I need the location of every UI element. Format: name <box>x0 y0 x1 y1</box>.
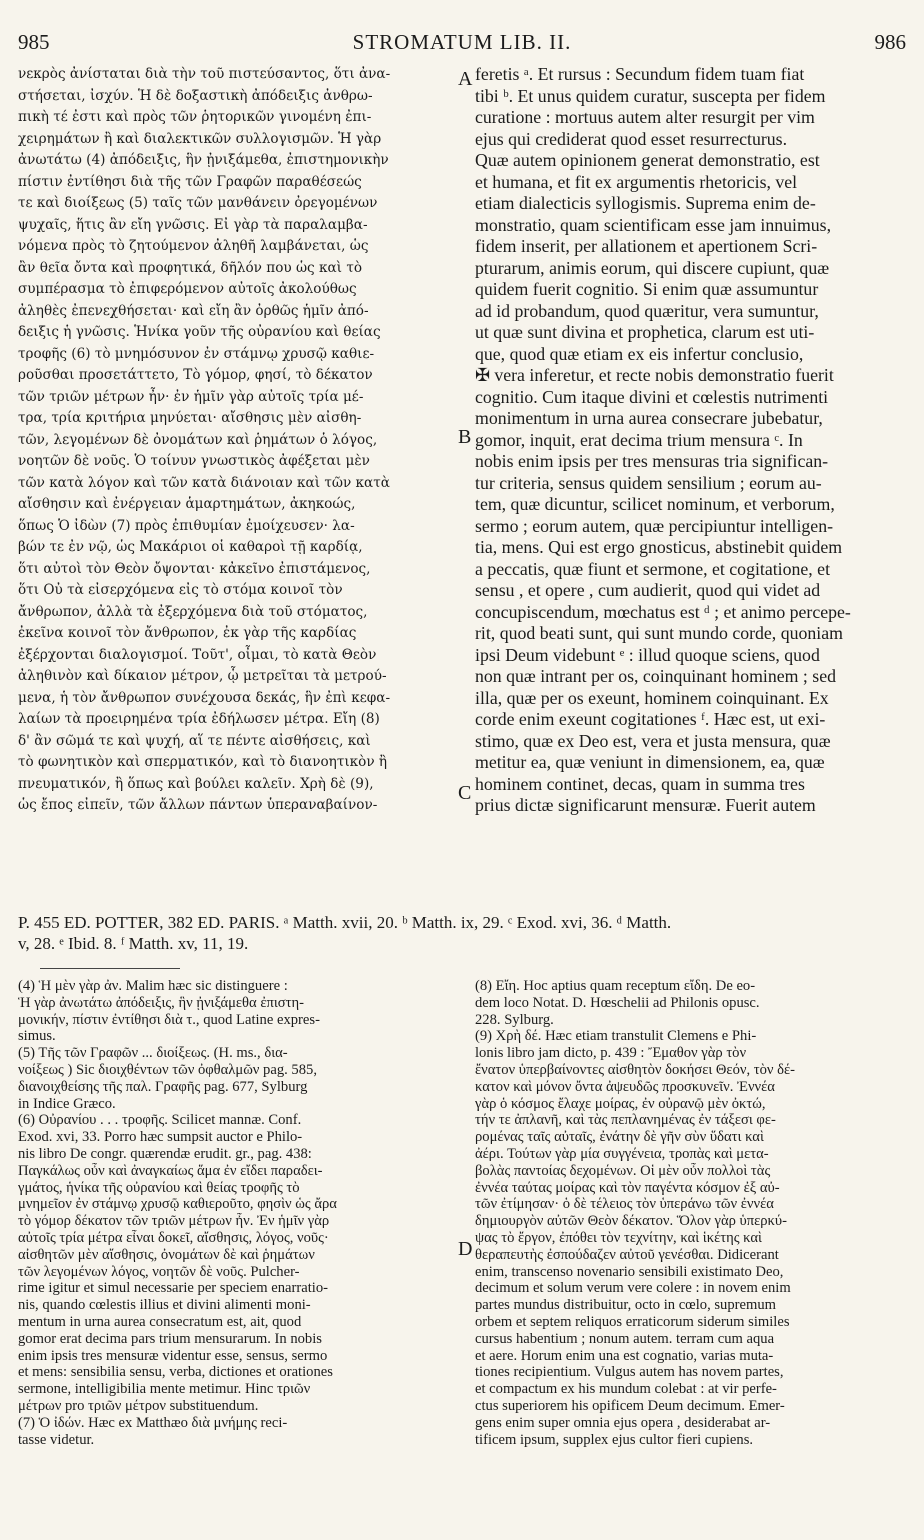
footnote-line: ctus superiorem his opificem Deum decimum. Emer- <box>475 1397 785 1414</box>
greek-text-line: δ' ἂν σῶμά τε καὶ ψυχή, αἵ τε πέντε αἰσθήσεις, καὶ <box>18 732 371 749</box>
footnote-line: γμάτος, ἡνίκα τῆς οὐρανίου καὶ θείας τροφῆς τὸ <box>18 1179 300 1196</box>
footnote-line: τήν τε ἀπλανῆ, καὶ τὰς πεπλανημένας ἐν τάξεσι φε- <box>475 1112 776 1129</box>
greek-text-line: τε καὶ διοίξεως (5) ταῖς τῶν μανθάνειν ὀρεγομένων <box>18 195 378 211</box>
footnote-line: (4) Ἡ μὲν γὰρ ἀν. Malim hæc sic distinguere : <box>18 978 288 994</box>
greek-text-line: ψυχαῖς, ἥτις ἂν εἴη γνῶσις. Εἰ γὰρ τὰ παραλαμβα- <box>18 216 368 233</box>
footnote-line: (5) Τῆς τῶν Γραφῶν ... διοίξεως. (H. ms., δια- <box>18 1045 288 1062</box>
footnote-line: διανοιχθείσης τῆς παλ. Γραφῆς pag. 677, Sylburg <box>18 1078 308 1095</box>
latin-text-line: quidem fuerit cognitio. Si enim quæ assumuntur <box>475 279 819 299</box>
footnote-line: gens enim super omnia ejus opera , desiderabat ar- <box>475 1414 771 1431</box>
greek-text-line: πικὴ τέ ἐστι καὶ πρὸς τῶν ῥητορικῶν γινομένη ἐπι- <box>18 109 372 125</box>
footnote-line: ρομένας ταῖς αὐταῖς, ἐνάτην δὲ γῆν σὺν ὕδατι καὶ <box>475 1129 764 1146</box>
footnote-line: αὐτοῖς τρία μέτρα εἶναι δοκεῖ, αἴσθησις, λόγος, νοῦς· <box>18 1229 329 1246</box>
footnote-line: ἐννέα ταύτας μοίρας καὶ τὸν παγέντα κόσμον ἐξ αὐ- <box>475 1179 780 1196</box>
footnote-line: et mens: sensibilia sensu, verba, dictiones et orationes <box>18 1364 333 1381</box>
latin-text-line: feretis ᵃ. Et rursus : Secundum fidem tuam fiat <box>475 64 805 84</box>
greek-text-line: βών τε ἐν νῷ, ὡς Μακάριοι οἱ καθαροὶ τῇ καρδίᾳ, <box>18 539 363 555</box>
section-marker-b: B <box>458 426 472 448</box>
footnote-line: μέτρων pro τριῶν μέτρον substituendum. <box>18 1397 259 1414</box>
footnote-line: τῶν ἐτίμησαν· ὁ δὲ τέλειος τὸν ὑπεράνω τῶν ἐννέα <box>475 1196 774 1213</box>
footnote-line: orbem et septem reliquos erraticorum siderum similes <box>475 1313 790 1330</box>
latin-text-line: concupiscendum, mœchatus est ᵈ ; et animo percepe- <box>475 601 851 622</box>
footnote-line: decimum et solum verum vere colere : in novem enim <box>475 1280 791 1297</box>
footnote-line: mentum in urna aurea consecratum est, ait, quod <box>18 1313 302 1330</box>
greek-text-line: τῶν, λεγομένων δὲ ὀνομάτων καὶ ῥημάτων ὁ λόγος, <box>18 431 378 448</box>
latin-text-line: a peccatis, quæ fiunt et sermone, et cogitatione, et <box>475 558 831 579</box>
greek-text-line: λαίων τὰ προειρημένα τρία ἐδήλωσεν μέτρα. Εἴη (8) <box>18 711 380 727</box>
latin-text-line: hominem continet, decas, quam in summa tres <box>475 773 805 794</box>
latin-text-line: prius dictæ significarunt mensuræ. Fuerit autem <box>475 795 816 815</box>
latin-text-line: ad id probandum, quod quæritur, vera sumuntur, <box>475 300 819 321</box>
latin-text-line: rit, quod beati sunt, qui sunt mundo corde, quoniam <box>475 623 843 643</box>
footnote-line: nis libro De congr. quærendæ erudit. gr., pag. 438: <box>18 1145 312 1162</box>
footnote-line: 228. Sylburg. <box>475 1011 554 1028</box>
footnote-line: Παγκάλως οὖν καὶ ἀναγκαίως ἅμα ἐν εἴδει παραδει- <box>18 1162 323 1179</box>
greek-text-line: μενα, ἡ τὸν ἄνθρωπον συνέχουσα δεκάς, ἣν ἐπὶ κεφα- <box>18 689 391 706</box>
footnote-line: νοίξεως ) Sic διοιχθέντων τῶν ὀφθαλμῶν pag. 585, <box>18 1061 317 1078</box>
footnote-line: simus. <box>18 1028 56 1045</box>
greek-text-line: πνευματικόν, ἢ ὅπως καὶ βούλει καλεῖν. Χρὴ δὲ (9), <box>18 775 374 792</box>
footnote-line: cursus habentium ; nonum autem. terram cum aqua <box>475 1330 775 1347</box>
footnote-line: rime igitur et simul necessarie per speciem enarratio- <box>18 1280 328 1297</box>
greek-text-line: τρα, τρία κριτήρια μηνύεται· αἴσθησις μὲν αἰσθη- <box>18 410 362 426</box>
greek-text-line: ἂν θεῖα ὄντα καὶ προφητικά, δῆλόν που ὡς καὶ τὸ <box>18 259 363 276</box>
footnote-line: nis, quando cœlestis illius et divini alimenti moni- <box>18 1297 311 1314</box>
latin-text-line: sermo ; eorum autem, quæ percipiuntur intelligen- <box>475 515 834 536</box>
footnote-line: enim ipsis tres mensuræ videntur esse, sensus, sermo <box>18 1347 328 1364</box>
section-marker-d: D <box>458 1238 473 1260</box>
latin-text-line: que, quod quæ etiam ex eis infertur conclusio, <box>475 343 804 364</box>
footnotes-left-column <box>18 978 450 1448</box>
footnote-line: θεραπευτὴς ἐσπούδαζεν αὐτοῦ γενέσθαι. Didicerant <box>475 1246 779 1263</box>
greek-text-line: νόμενα πρὸς τὸ ζητούμενον ἀληθῆ λαμβάνεται, ὡς <box>18 238 369 254</box>
greek-text-line: ἐκεῖνα κοινοῖ τὸν ἄνθρωπον, ἐκ γὰρ τῆς καρδίας <box>18 625 357 641</box>
footnote-line: βολὰς παντοίας δεχομένων. Οἱ μὲν οὖν πολλοὶ τὰς <box>475 1162 771 1179</box>
latin-text-line: ut quæ sunt divina et prophetica, clarum est uti- <box>475 322 815 342</box>
reference-line: v, 28. ᵉ Ibid. 8. ᶠ Matth. xv, 11, 19. <box>18 934 249 953</box>
scripture-references <box>18 912 906 954</box>
latin-text-line: monimentum in urna aurea consecrare jubebatur, <box>475 408 823 428</box>
greek-text-line: νοητῶν δὲ νοῦς. Ὁ τοίνυν γνωστικὸς ἀφέξεται μὲν <box>18 453 370 469</box>
latin-text-line: tur criteria, sensus quidem sensilium ; eorum au- <box>475 472 822 493</box>
latin-text-line: monstratio, quam scientificam esse jam innuimus, <box>475 214 832 235</box>
greek-text-line: τροφῆς (6) τὸ μνημόσυνον ἐν στάμνῳ χρυσῷ καθιε- <box>18 345 375 362</box>
footnote-line: tiones recipientium. Vulgus autem has novem partes, <box>475 1364 784 1381</box>
footnote-line: Exod. xvi, 33. Porro hæc sumpsit auctor e Philo- <box>18 1129 303 1146</box>
footnotes-right-column <box>475 978 907 1448</box>
greek-text-line: ἀληθὲς ἐπενεχθήσεται· καὶ εἴη ἂν ὀρθῶς ἡμῖν ἀπό- <box>18 302 369 319</box>
latin-text-line: stimo, quæ ex Deo est, vera et justa mensura, quæ <box>475 730 831 751</box>
page-number-right: 986 <box>874 30 906 54</box>
greek-text-line: ἀνωτάτω (4) ἀπόδειξις, ἣν ᾐνιξάμεθα, ἐπιστημονικὴν <box>18 152 389 168</box>
footnote-line: enim, transcenso novenario sensibili existimato Deo, <box>475 1263 784 1280</box>
footnote-line: ψας τὸ ἔργον, ἐπόθει τὸν τεχνίτην, καὶ ἱκέτης καὶ <box>475 1229 762 1246</box>
footnote-line: dem loco Notat. D. Hœschelii ad Philonis opusc. <box>475 994 760 1011</box>
greek-text-column <box>18 64 450 817</box>
greek-text-line: ὅτι Οὐ τὰ εἰσερχόμενα εἰς τὸ στόμα κοινοῖ τὸν <box>18 582 343 598</box>
latin-text-line: gomor, inquit, erat decima trium mensura ᶜ. In <box>475 429 803 450</box>
latin-text-line: tia, mens. Qui est ergo gnosticus, abstinebit quidem <box>475 537 843 557</box>
footnote-line: (7) Ὁ ἰδών. Hæc ex Matthæo διὰ μνήμης reci- <box>18 1414 288 1431</box>
footnote-line: ἀέρι. Τούτων γὰρ μία συγγένεια, τροπὰς καὶ μετα- <box>475 1145 769 1162</box>
greek-text-line: ἀληθινὸν καὶ δίκαιον μέτρον, ᾧ μετρεῖται τὰ μετρού- <box>18 668 387 684</box>
footnote-line: αἰσθητῶν μὲν αἴσθησις, ὀνομάτων δὲ καὶ ῥημάτων <box>18 1246 315 1263</box>
page-header <box>18 30 906 56</box>
greek-text-line: ὅτι αὐτοὶ τὸν Θεὸν ὄψονται· κἀκεῖνο ἐπιστάμενος, <box>18 560 371 577</box>
greek-text-line: ὡς ἔπος εἰπεῖν, τῶν ἄλλων πάντων ὑπεραναβαίνον- <box>18 797 378 813</box>
footnote-line: τῶν λεγομένων λόγος, νοητῶν δὲ νοῦς. Pulcher- <box>18 1263 300 1280</box>
footnote-line: et aere. Horum enim una est cognatio, varias muta- <box>475 1347 774 1364</box>
footnote-line: μνημεῖον ἐν στάμνῳ χρυσῷ καθιεροῦτο, φησὶν ὡς ἄρα <box>18 1196 337 1213</box>
latin-text-line: fidem inserit, per allationem et apertionem Scri- <box>475 236 818 256</box>
footnote-line: Ἡ γὰρ ἀνωτάτω ἀπόδειξις, ἣν ᾐνιξάμεθα ἐπιστη- <box>18 994 304 1011</box>
latin-text-line: Quæ autem opinionem generat demonstratio, est <box>475 150 820 170</box>
section-marker-c: C <box>458 782 472 804</box>
latin-text-line: non quæ intrant per os, coinquinant hominem ; sed <box>475 666 837 686</box>
footnote-line: γὰρ ὁ κόσμος ἔλαχε μοίρας, ἐν οὐρανῷ μὲν ὀκτώ, <box>475 1095 766 1112</box>
latin-text-line: metitur ea, quæ veniunt in dimensionem, ea, quæ <box>475 752 825 772</box>
greek-text-line: στήσεται, ἰσχύν. Ἡ δὲ δοξαστικὴ ἀπόδειξις ἀνθρω- <box>18 87 373 104</box>
page-number-left: 985 <box>18 30 50 54</box>
greek-text-line: δειξις ἡ γνῶσις. Ἡνίκα γοῦν τῆς οὐρανίου καὶ θείας <box>18 324 381 340</box>
footnote-line: (8) Εἴη. Hoc aptius quam receptum εἴδη. De eo- <box>475 978 756 994</box>
footnote-line: ἔνατον ὑπερβαίνοντες αἰσθητὸν δοκήσει Θεόν, τὸν δέ- <box>475 1061 796 1078</box>
footnote-line: κατον καὶ μόνον ὄντα ἀψευδῶς προσκυνεῖν. Ἐννέα <box>475 1078 775 1095</box>
footnote-divider <box>40 968 180 969</box>
footnote-line: in Indice Græco. <box>18 1095 116 1112</box>
footnote-line: sermone, intelligibilia mente metimur. Hinc τριῶν <box>18 1381 311 1398</box>
reference-line: P. 455 ED. POTTER, 382 ED. PARIS. ᵃ Matth. xvii, 20. ᵇ Matth. ix, 29. ᶜ Exod. xvi, 36. ᵈ Matth. <box>18 913 672 932</box>
greek-text-line: αἴσθησιν καὶ ἐνέργειαν ἁμαρτημάτων, ἀκηκοώς, <box>18 496 356 512</box>
greek-text-line: νεκρὸς ἀνίσταται διὰ τὴν τοῦ πιστεύσαντος, ὅτι ἀνα- <box>18 66 391 82</box>
latin-text-line: pturarum, animis eorum, qui discere cupiunt, quæ <box>475 257 830 278</box>
latin-text-line: curatione : mortuus autem alter resurgit per vim <box>475 107 815 127</box>
footnote-line: (9) Χρὴ δέ. Hæc etiam transtulit Clemens e Phi- <box>475 1028 757 1045</box>
footnote-line: partes mundus distribuitur, octo in cœlo, supremum <box>475 1297 776 1314</box>
footnote-line: τὸ γόμορ δέκατον τῶν τριῶν μέτρων ἦν. Ἐν ἡμῖν γὰρ <box>18 1213 330 1230</box>
greek-text-line: τῶν κατὰ λόγον καὶ τῶν κατὰ διάνοιαν καὶ τῶν κατὰ <box>18 474 390 491</box>
greek-text-line: τὸ φωνητικὸν καὶ σπερματικόν, καὶ τὸ διανοητικὸν ἢ <box>18 754 388 770</box>
latin-text-line: illa, quæ per os exeunt, hominem coinquinant. Ex <box>475 687 829 708</box>
greek-text-line: ἄνθρωπον, ἀλλὰ τὰ ἐξερχόμενα διὰ τοῦ στόματος, <box>18 603 368 620</box>
latin-text-line: sensu , et opere , cum audierit, quod qui videt ad <box>475 580 821 600</box>
latin-text-line: nobis enim ipsis per tres mensuras tria significan- <box>475 451 829 471</box>
latin-text-column <box>475 64 907 817</box>
greek-text-line: συμπέρασμα τὸ ἐπιφερόμενον αὐτοῖς ἀκολούθως <box>18 281 357 297</box>
latin-text-line: ✠ vera inferetur, et recte nobis demonstratio fuerit <box>475 365 834 385</box>
latin-text-line: tibi ᵇ. Et unus quidem curatur, suscepta per fidem <box>475 85 826 106</box>
latin-text-line: etiam dialecticis syllogismis. Suprema enim de- <box>475 193 816 213</box>
latin-text-line: ipsi Deum videbunt ᵉ : illud quoque sciens, quod <box>475 644 820 665</box>
greek-text-line: ὅπως Ὁ ἰδὼν (7) πρὸς ἐπιθυμίαν ἐμοίχευσεν· λα- <box>18 517 355 534</box>
footnote-line: gomor erat decima pars trium mensurarum. In nobis <box>18 1330 322 1347</box>
running-title: STROMATUM LIB. II. <box>352 30 572 54</box>
greek-text-line: πίστιν ἐντίθησι διὰ τῆς τῶν Γραφῶν παραθέσεώς <box>18 173 362 190</box>
footnote-line: tificem ipsum, supplex ejus cultor fieri cupiens. <box>475 1431 754 1448</box>
footnote-line: et compactum ex his mundum colebat : at vir perfe- <box>475 1381 777 1398</box>
latin-text-line: cognitio. Cum itaque divini et cœlestis nutrimenti <box>475 386 829 407</box>
footnote-line: δημιουργὸν αὐτῶν Θεὸν δέκατον. Ὅλον γὰρ ὑπερκύ- <box>475 1213 787 1230</box>
latin-text-line: corde enim exeunt cogitationes ᶠ. Hæc est, ut exi- <box>475 709 826 729</box>
latin-text-line: ejus qui crediderat quod esset resurrecturus. <box>475 128 788 149</box>
latin-text-line: tem, quæ dicuntur, scilicet nominum, et verborum, <box>475 494 835 514</box>
greek-text-line: ροῦσθαι προσετάττετο, Τὸ γόμορ, φησί, τὸ δέκατον <box>18 367 373 383</box>
footnote-line: lonis libro jam dicto, p. 439 : Ἔμαθον γὰρ τὸν <box>475 1045 747 1062</box>
footnote-line: tasse videtur. <box>18 1431 95 1448</box>
section-marker-a: A <box>458 68 473 90</box>
greek-text-line: τῶν τριῶν μέτρων ἦν· ἐν ἡμῖν γὰρ αὐτοῖς τρία μέ- <box>18 388 364 405</box>
footnote-line: μονικήν, πίστιν ἐντίθησι διὰ τ., quod Latine expres- <box>18 1011 320 1028</box>
footnote-line: (6) Οὐρανίου . . . τροφῆς. Scilicet mannæ. Conf. <box>18 1112 302 1129</box>
greek-text-line: χειρημάτων ἢ καὶ διαλεκτικῶν συλλογισμῶν. Ἡ γὰρ <box>18 130 382 147</box>
greek-text-line: ἐξέρχονται διαλογισμοί. Τοῦτ', οἶμαι, τὸ κατὰ Θεὸν <box>18 646 377 663</box>
latin-text-line: et humana, et fit ex argumentis rhetoricis, vel <box>475 171 798 192</box>
